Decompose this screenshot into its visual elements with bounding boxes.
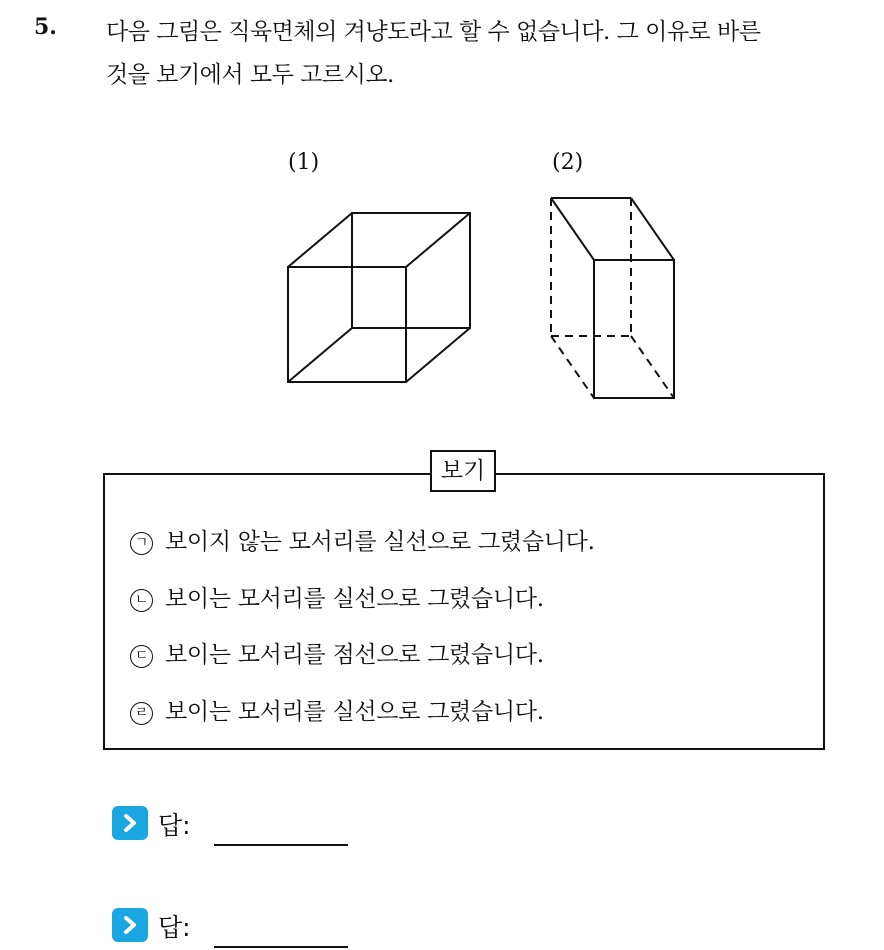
choice-marker: ㄱ [130,532,153,555]
chevron-right-icon [112,908,148,942]
figure-label-2: (2) [552,150,584,175]
choice-marker: ㄹ [130,702,153,725]
choices-box-title: 보기 [430,450,496,492]
choice-text: 보이는 모서리를 점선으로 그렸습니다. [165,642,544,668]
chevron-right-icon [112,806,148,840]
choice-item [130,580,544,613]
question-text-line-1: 다음 그림은 직육면체의 겨냥도라고 할 수 없습니다. 그 이유로 바른 [106,19,761,45]
choice-text: 보이는 모서리를 실선으로 그렸습니다. [165,699,544,725]
choice-item [130,523,595,556]
figures-drawing [0,0,884,450]
answer-blank-input[interactable] [214,946,348,948]
choice-marker: ㄴ [130,589,153,612]
answer-label: 답: [158,811,191,840]
question-number: 5. [34,14,57,40]
choice-item [130,693,544,726]
choice-marker: ㄷ [130,645,153,668]
figure-label-1: (1) [288,150,320,175]
choice-text: 보이는 모서리를 실선으로 그렸습니다. [165,586,544,612]
choice-text: 보이지 않는 모서리를 실선으로 그렸습니다. [165,529,595,555]
question-text-line-2: 것을 보기에서 모두 고르시오. [106,62,394,88]
figure-1-cuboid [288,213,470,382]
figure-2-cuboid [551,198,674,398]
answer-label: 답: [158,913,191,942]
choice-item [130,636,544,669]
answer-blank-input[interactable] [214,844,348,846]
